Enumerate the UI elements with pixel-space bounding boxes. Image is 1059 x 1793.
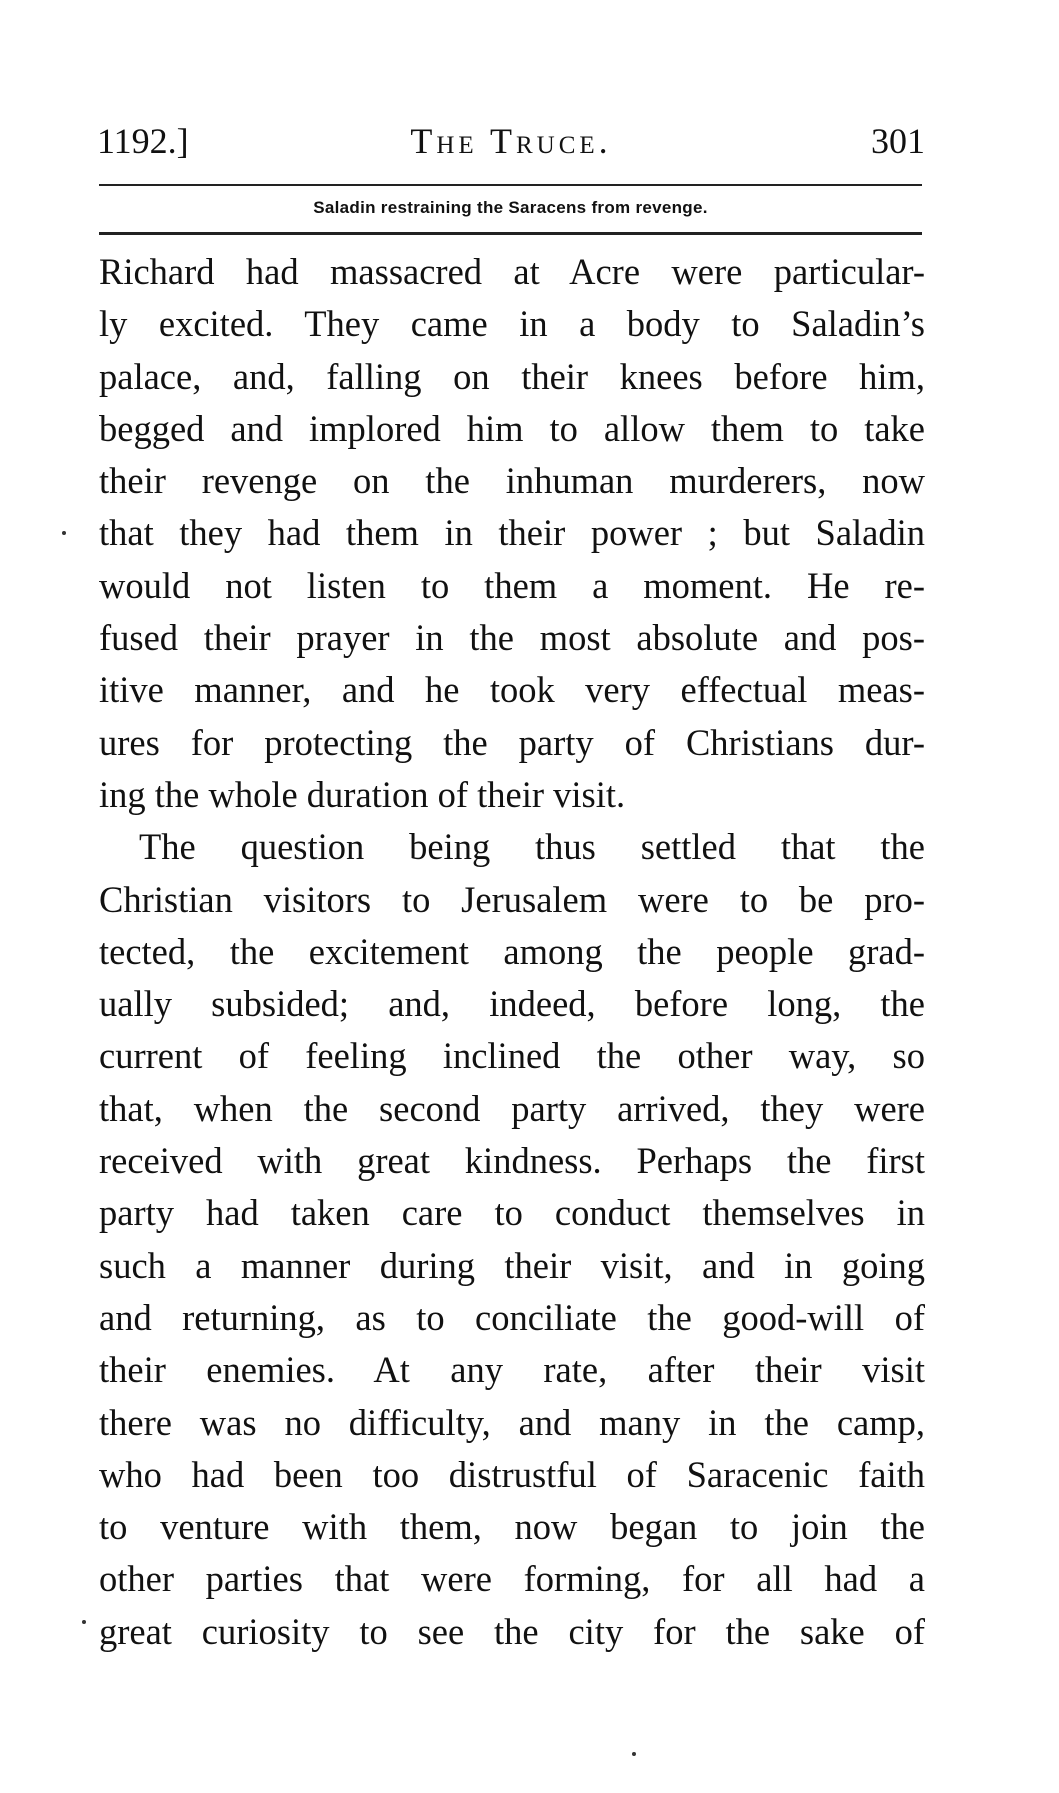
text-line: fused their prayer in the most absolute and pos- xyxy=(99,617,925,659)
text-line: ures for protecting the party of Christians dur- xyxy=(99,721,925,763)
text-line: and returning, as to conciliate the good-will of xyxy=(99,1296,925,1338)
page-number: 301 xyxy=(871,121,925,161)
text-line: their revenge on the inhuman murderers, now xyxy=(99,460,925,502)
text-line: ly excited. They came in a body to Saladin’s xyxy=(99,303,925,345)
text-line: current of feeling inclined the other way, so xyxy=(99,1035,925,1077)
print-speck xyxy=(82,1620,86,1624)
text-line: itive manner, and he took very effectual meas- xyxy=(99,669,925,711)
text-line: that they had them in their power ; but Saladin xyxy=(99,512,925,554)
text-line: to venture with them, now began to join the xyxy=(99,1506,925,1548)
print-speck xyxy=(62,531,66,535)
text-line: their enemies. At any rate, after their visit xyxy=(99,1349,925,1391)
text-line: Christian visitors to Jerusalem were to be pro- xyxy=(99,878,925,920)
running-head xyxy=(97,118,925,164)
text-line: that, when the second party arrived, they were xyxy=(99,1087,925,1129)
text-line: received with great kindness. Perhaps the first xyxy=(99,1140,925,1182)
header-rule-bottom xyxy=(99,232,922,235)
text-line: such a manner during their visit, and in going xyxy=(99,1244,925,1286)
print-speck xyxy=(632,1752,636,1756)
text-line: who had been too distrustful of Saracenic faith xyxy=(99,1453,925,1495)
running-head-title: The Truce. xyxy=(410,121,612,161)
running-head-year: 1192.] xyxy=(97,121,189,161)
page-summary: Saladin restraining the Saracens from revenge. xyxy=(313,198,708,217)
header-rule-top xyxy=(99,184,922,186)
text-line: Richard had massacred at Acre were particular- xyxy=(99,251,925,292)
text-line: ing the whole duration of their visit. xyxy=(99,773,626,815)
text-line: The question being thus settled that the xyxy=(139,826,925,868)
text-line: ually subsided; and, indeed, before long, the xyxy=(99,983,925,1025)
text-line: palace, and, falling on their knees before him, xyxy=(99,355,925,397)
text-line: would not listen to them a moment. He re- xyxy=(99,564,925,606)
text-line: begged and implored him to allow them to take xyxy=(99,407,925,449)
body-text xyxy=(99,246,925,1658)
text-line: party had taken care to conduct themselves in xyxy=(99,1192,925,1234)
text-line: there was no difficulty, and many in the camp, xyxy=(99,1401,925,1443)
text-line: other parties that were forming, for all had a xyxy=(99,1558,925,1600)
text-line: great curiosity to see the city for the sake of xyxy=(99,1610,925,1652)
text-line: tected, the excitement among the people grad- xyxy=(99,930,925,972)
